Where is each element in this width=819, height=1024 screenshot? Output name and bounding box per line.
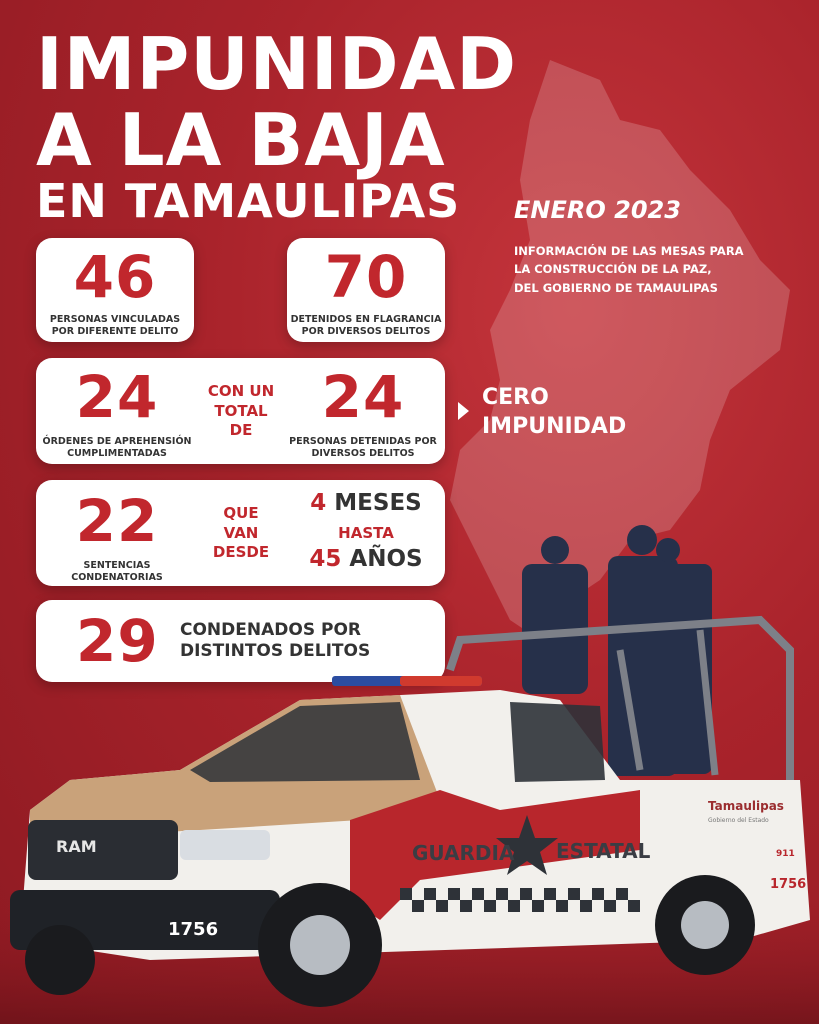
connector-line: TOTAL <box>214 401 268 420</box>
cero-impunidad <box>482 384 626 441</box>
connector-line: DE <box>229 421 253 439</box>
truck-logo-sub: Gobierno del Estado <box>708 817 769 824</box>
stat-label-line: CONDENADOS POR <box>180 620 361 640</box>
truck-unit-number: 1756 <box>168 919 219 940</box>
connector-line: VAN <box>223 523 259 542</box>
total-connector <box>196 382 286 441</box>
stat-label-line: DISTINTOS DELITOS <box>180 641 371 662</box>
truck-brand: RAM <box>56 837 97 856</box>
stat-label-line: ÓRDENES DE APREHENSIÓN <box>42 436 192 447</box>
stat-number: 24 <box>321 363 405 431</box>
cero-line: IMPUNIDAD <box>482 413 627 439</box>
source-text <box>514 242 764 297</box>
title-line-2: A LA BAJA <box>36 98 446 182</box>
stat-label-line: CUMPLIMENTADAS <box>67 448 167 460</box>
stat-ordenes <box>42 363 192 461</box>
stat-label-line: PERSONAS VINCULADAS <box>49 314 181 325</box>
truck-emergency: 911 <box>776 849 795 859</box>
stat-label <box>288 436 438 461</box>
stat-label-line: POR DIFERENTE DELITO <box>51 326 179 338</box>
connector-line: CON UN <box>207 382 275 400</box>
stat-label-line: POR DIVERSOS DELITOS <box>301 326 431 338</box>
stat-label <box>42 436 192 461</box>
rango-min-number: 4 <box>310 490 327 516</box>
stat-label-line: PERSONAS DETENIDAS POR <box>289 436 437 447</box>
stat-number: 24 <box>75 363 159 431</box>
cero-line: CERO <box>482 385 549 410</box>
stat-card-vinculadas <box>36 238 194 342</box>
source-line-2: LA CONSTRUCCIÓN DE LA PAZ, <box>514 262 712 277</box>
rango-min <box>291 490 441 518</box>
title-line-1: IMPUNIDAD <box>36 22 517 106</box>
stat-detenidas <box>288 363 438 461</box>
arrow-right-icon <box>458 402 469 420</box>
rango-connector: HASTA <box>338 523 394 542</box>
connector-line: DESDE <box>212 543 270 561</box>
stat-card-ordenes-detenidas <box>36 358 445 464</box>
stat-label-line: DIVERSOS DELITOS <box>311 448 415 460</box>
stat-number: 22 <box>75 487 159 555</box>
stat-number: 29 <box>76 607 159 675</box>
title-line-3: EN TAMAULIPAS <box>36 174 461 228</box>
police-truck-image <box>0 520 819 1024</box>
truck-estatal: ESTATAL <box>556 839 651 863</box>
stat-label <box>36 314 194 339</box>
connector-line: QUE <box>223 504 259 522</box>
source-line-1: INFORMACIÓN DE LAS MESAS PARA <box>514 244 744 258</box>
truck-logo: Tamaulipas <box>708 799 784 813</box>
stat-number: 70 <box>324 243 408 311</box>
stat-label-line: DETENIDOS EN FLAGRANCIA <box>290 314 442 325</box>
truck-unit-number-side: 1756 <box>770 877 807 892</box>
stat-number: 46 <box>73 243 157 311</box>
stat-label <box>287 314 445 339</box>
rango-min-unit: MESES <box>334 490 422 516</box>
stat-card-flagrancia <box>287 238 445 342</box>
source-line-3: DEL GOBIERNO DE TAMAULIPAS <box>514 280 718 295</box>
stat-label-line: SENTENCIAS <box>83 560 151 571</box>
truck-guardia: GUARDIA <box>412 841 515 865</box>
date-label: ENERO 2023 <box>514 196 681 224</box>
rango-max-number: 45 <box>309 545 342 572</box>
rango-max-unit: AÑOS <box>349 545 423 572</box>
stat-label-line: CONDENATORIAS <box>71 572 163 584</box>
checker-stripe <box>400 888 640 912</box>
